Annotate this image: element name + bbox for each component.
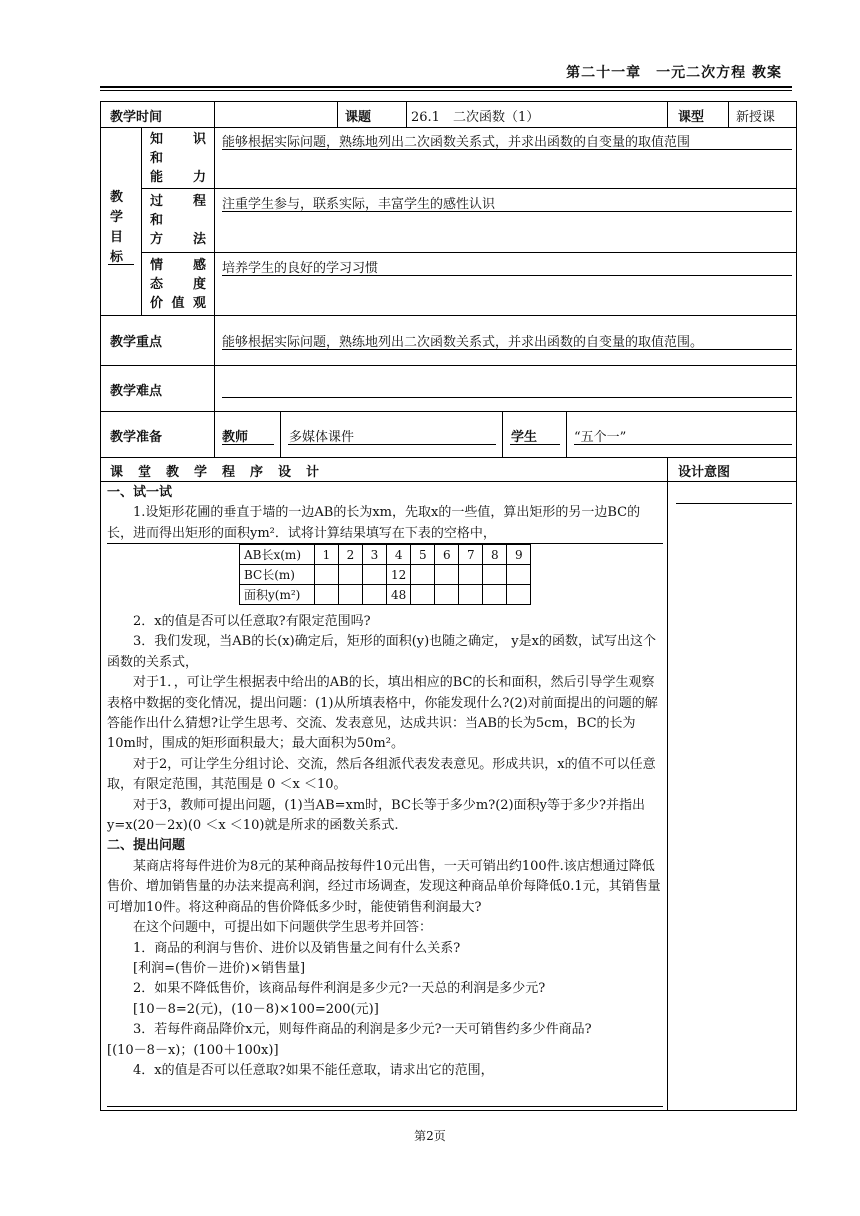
row-line bbox=[100, 457, 797, 458]
table-header-cell: 1 bbox=[315, 545, 339, 565]
table-cell: 48 bbox=[387, 585, 411, 605]
row-line bbox=[100, 481, 797, 482]
key-point-label: 教学重点 bbox=[110, 335, 163, 350]
col-line bbox=[214, 127, 215, 315]
table-header-cell: 6 bbox=[435, 545, 459, 565]
section1-intro bbox=[107, 483, 663, 544]
col-line bbox=[566, 411, 567, 457]
row-line bbox=[141, 252, 797, 253]
col-line bbox=[667, 457, 668, 1111]
write-line bbox=[222, 444, 274, 445]
chapter-header: 第二十一章 一元二次方程 教案 bbox=[566, 65, 782, 81]
section2-a2: [10－8=2(元)，(10－8)×100=200(元)] bbox=[133, 1001, 379, 1017]
table-cell bbox=[435, 565, 459, 585]
row-line bbox=[100, 127, 797, 128]
table-row bbox=[240, 585, 531, 605]
col-line bbox=[141, 127, 142, 315]
goal-content-knowledge: 能够根据实际问题，熟练地列出二次函数关系式，并求出函数的自变量的取值范围 bbox=[222, 135, 691, 150]
teacher-value: 多媒体课件 bbox=[289, 430, 355, 445]
write-line bbox=[510, 444, 560, 445]
section1-p4: 对于1．，可让学生根据表中给出的AB的长，填出相应的BC的长和面积，然后引导学生观察表格中数据的变化情况，提出问题：(1)从所填表格中，你能发现什么?(2)对前面提出的问题的解答能作出什么猜想?让学生思考、交流、发表意见，达成共识：当AB的长为5cm，BC的长为10m时，围成的矩形面积最大；最大面积为50m²。 bbox=[107, 675, 658, 752]
goal-content-attitude: 培养学生的良好的学习习惯 bbox=[222, 261, 379, 276]
write-line bbox=[107, 1106, 663, 1107]
section2-q1: 1．商品的利润与售价、进价以及销售量之间有什么关系? bbox=[133, 940, 461, 956]
row-line bbox=[100, 411, 797, 412]
row-line bbox=[100, 365, 797, 366]
row-line bbox=[100, 315, 797, 316]
table-cell bbox=[411, 585, 435, 605]
table-header-cell: 5 bbox=[411, 545, 435, 565]
goal-category-line: 过 程 bbox=[150, 194, 206, 209]
page-number: 第2页 bbox=[414, 1129, 446, 1143]
write-line bbox=[574, 444, 792, 445]
write-line bbox=[222, 349, 792, 350]
col-line bbox=[214, 365, 215, 411]
table-cell: 12 bbox=[387, 565, 411, 585]
goal-category-line: 价值观 bbox=[150, 296, 206, 311]
goal-category-process bbox=[150, 192, 206, 249]
write-line bbox=[222, 397, 792, 398]
goals-label-char: 教 bbox=[110, 190, 124, 205]
section2-p2: 在这个问题中，可提出如下问题供学生思考并回答： bbox=[133, 920, 433, 936]
goal-content-process: 注重学生参与，联系实际，丰富学生的感性认识 bbox=[222, 197, 496, 212]
table-cell bbox=[483, 565, 507, 585]
section2-a1: [利润=(售价－进价)×销售量] bbox=[133, 960, 306, 976]
data-table bbox=[239, 544, 531, 605]
table-header-cell: 3 bbox=[363, 545, 387, 565]
col-line bbox=[214, 411, 215, 457]
goal-category-line: 态 度 bbox=[150, 277, 206, 292]
table-cell bbox=[507, 565, 531, 585]
student-value: “五个一” bbox=[574, 430, 627, 445]
section1-p1: 1.设矩形花圃的垂直于墙的一边AB的长为xm，先取x的一些值，算出矩形的另一边BC的长，进而得出矩形的面积ym²．试将计算结果填写在下表的空格中， bbox=[107, 505, 641, 541]
write-line bbox=[222, 149, 792, 150]
write-line bbox=[222, 275, 792, 276]
goal-category-line: 方 法 bbox=[150, 232, 206, 247]
lesson-body bbox=[107, 612, 663, 1081]
col-line bbox=[337, 101, 338, 127]
goal-category-line: 知 识 bbox=[150, 132, 206, 147]
design-intent-label: 设计意图 bbox=[678, 465, 731, 480]
table-row-label: 面积y(m²) bbox=[240, 585, 315, 605]
section2-q2: 2．如果不降低售价，该商品每件利润是多少元?一天总的利润是多少元? bbox=[133, 981, 546, 997]
table-cell bbox=[339, 565, 363, 585]
table-cell bbox=[315, 565, 339, 585]
section2-q3: 3．若每件商品降价x元，则每件商品的利润是多少元?一天可销售约多少件商品? bbox=[133, 1022, 592, 1038]
section1-p2: 2．x的值是否可以任意取?有限定范围吗? bbox=[133, 614, 371, 629]
table-row bbox=[240, 545, 531, 565]
table-cell bbox=[459, 585, 483, 605]
topic-value: 26.1 二次函数（1） bbox=[411, 110, 540, 125]
table-cell bbox=[435, 585, 459, 605]
goals-label-char: 学 bbox=[110, 210, 124, 225]
table-cell bbox=[411, 565, 435, 585]
section2-a3: [(10－8－x)；(100＋100x)] bbox=[107, 1042, 279, 1058]
header-rule-thin bbox=[100, 90, 792, 91]
col-line bbox=[406, 101, 407, 127]
key-point-content: 能够根据实际问题，熟练地列出二次函数关系式，并求出函数的自变量的取值范围。 bbox=[222, 335, 704, 350]
goal-category-line: 情 感 bbox=[150, 258, 206, 273]
section1-heading: 一、试一试 bbox=[107, 485, 173, 500]
section1-p6: 对于3，教师可提出问题，(1)当AB=xm时，BC长等于多少m?(2)面积y等于多少?并指出y=x(20－2x)(0 ＜x ＜10)就是所求的函数关系式. bbox=[107, 797, 645, 834]
section2-p1: 某商店将每件进价为8元的某种商品按每件10元出售，一天可销出约100件.该店想通过降低售价、增加销售量的办法来提高利润，经过市场调查，发现这种商品单价每降低0.1元，其销售量可增加10件。将这种商品的售价降低多少时，能使销售利润最大? bbox=[107, 858, 661, 915]
col-line bbox=[214, 101, 215, 127]
teacher-label: 教师 bbox=[222, 430, 249, 445]
time-label: 教学时间 bbox=[110, 110, 163, 125]
table-cell bbox=[507, 585, 531, 605]
write-line bbox=[222, 211, 792, 212]
col-line bbox=[280, 411, 281, 457]
col-line bbox=[502, 411, 503, 457]
goals-label-char: 目 bbox=[110, 230, 124, 245]
write-line bbox=[288, 444, 496, 445]
header-rule bbox=[100, 86, 792, 88]
table-header-cell: 7 bbox=[459, 545, 483, 565]
topic-label: 课题 bbox=[345, 110, 372, 125]
goal-category-line: 和 bbox=[150, 213, 164, 228]
section1-p3: 3．我们发现，当AB的长(x)确定后，矩形的面积(y)也随之确定， y是x的函数，试写出这个函数的关系式， bbox=[107, 634, 656, 670]
student-label: 学生 bbox=[511, 430, 538, 445]
table-header-label: AB长x(m) bbox=[240, 545, 315, 565]
difficulty-label: 教学难点 bbox=[110, 384, 163, 399]
table-cell bbox=[459, 565, 483, 585]
goal-category-knowledge bbox=[150, 130, 206, 187]
row-line bbox=[141, 188, 797, 189]
goal-category-line: 和 bbox=[150, 151, 164, 166]
table-row bbox=[240, 565, 531, 585]
goals-label-underline bbox=[108, 264, 134, 265]
table-cell bbox=[363, 585, 387, 605]
table-cell bbox=[315, 585, 339, 605]
section2-heading: 二、提出问题 bbox=[107, 838, 186, 854]
table-row-label: BC长(m) bbox=[240, 565, 315, 585]
section1-p5: 对于2，可让学生分组讨论、交流，然后各组派代表发表意见。形成共识，x的值不可以任意取，有限定范围，其范围是 0 ＜x ＜10。 bbox=[107, 756, 656, 793]
col-line bbox=[667, 101, 668, 127]
col-line bbox=[214, 315, 215, 365]
col-line bbox=[728, 101, 729, 127]
type-value: 新授课 bbox=[736, 110, 776, 125]
intent-write-line bbox=[676, 503, 792, 504]
table-cell bbox=[363, 565, 387, 585]
goals-label-char: 标 bbox=[110, 250, 124, 265]
program-title: 课 堂 教 学 程 序 设 计 bbox=[110, 465, 321, 480]
section2-q4: 4．x的值是否可以任意取?如果不能任意取，请求出它的范围， bbox=[133, 1062, 494, 1078]
goal-category-attitude bbox=[150, 256, 206, 313]
goal-category-line: 能 力 bbox=[150, 170, 206, 185]
table-header-cell: 2 bbox=[339, 545, 363, 565]
type-label: 课型 bbox=[678, 110, 705, 125]
prep-label: 教学准备 bbox=[110, 430, 163, 445]
table-cell bbox=[339, 585, 363, 605]
table-header-cell: 8 bbox=[483, 545, 507, 565]
table-header-cell: 9 bbox=[507, 545, 531, 565]
table-cell bbox=[483, 585, 507, 605]
table-header-cell: 4 bbox=[387, 545, 411, 565]
